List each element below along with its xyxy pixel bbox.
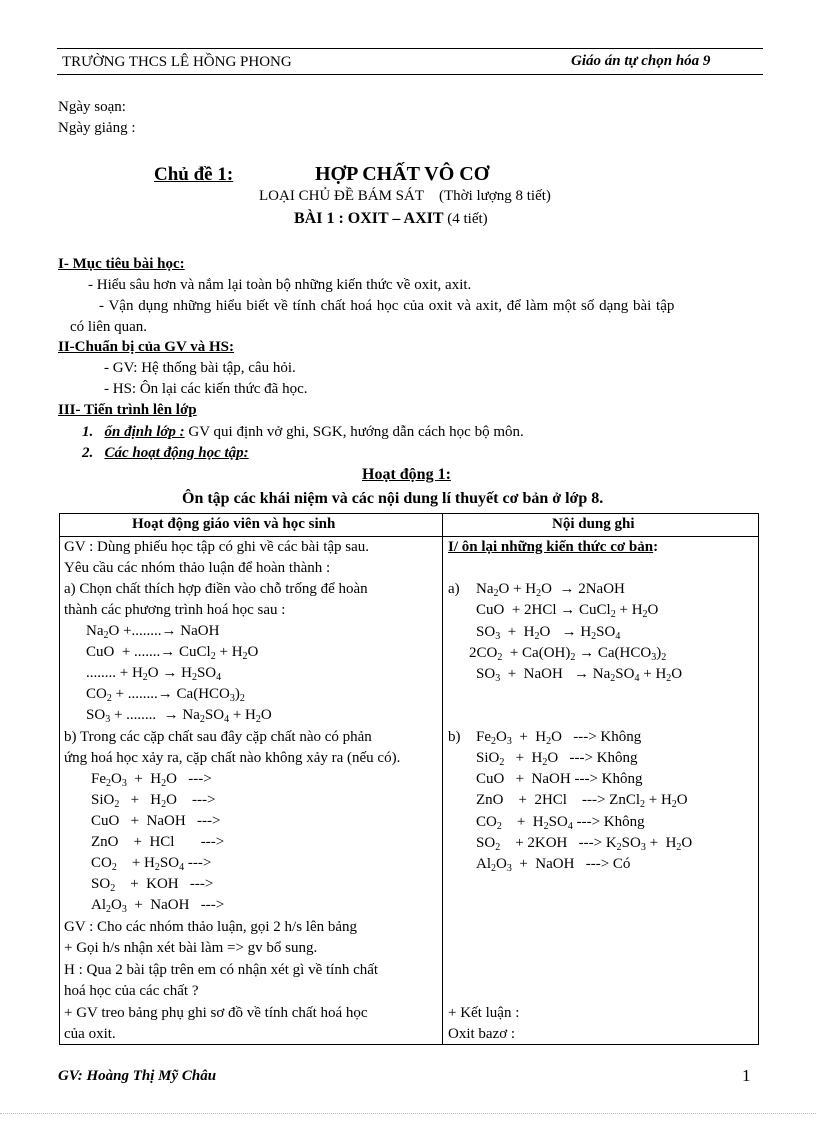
answer-b1: $Fe_2O_3 + H_2O$ ---> Không [476,729,642,747]
item2-number: 2. [82,445,94,461]
lesson-title-line [294,210,488,228]
document-title: Giáo án tự chọn hóa 9 [571,53,711,69]
answer-a1: $Na_2O + H_2O$ → 2NaOH [476,581,625,599]
page-number: 1 [742,1066,751,1085]
answer-b4: ZnO + 2HCl ---> ZnCl$_2$ + $H_2O$ [476,792,688,810]
pair-b1: $Fe_2O_3 + H_2O$ ---> [91,771,212,789]
header-bottom-rule [57,74,763,75]
pair-b2: $SiO_2 + H_2O$ ---> [91,792,216,810]
left-line-2: Yêu cầu các nhóm thảo luận để hoàn thành : [64,560,331,576]
left-line-11: + GV treo bảng phụ ghi sơ đồ về tính chất hoá học [64,1005,368,1021]
answer-a3: $SO_3 + H_2O \to H_2SO_4$ [476,624,621,642]
section2-title: II-Chuẩn bị của GV và HS: [58,339,235,355]
section1-line2: - Vận dụng những hiểu biết về tính chất hoá học của oxit và axit, để làm một số dạng bài tập [99,298,675,314]
section3-item1 [82,424,524,441]
col2-header: Nội dung ghi [552,516,635,532]
left-line-10: hoá học của các chất ? [64,983,199,999]
answer-b-label: b) [448,729,461,745]
answer-b3: CuO + NaOH ---> Không [476,771,643,787]
left-line-5: b) Trong các cặp chất sau đây cặp chất nào có phản [64,729,372,745]
table-header-divider [59,536,759,537]
section2-line1: - GV: Hệ thống bài tập, câu hỏi. [104,360,296,376]
answer-a5: $SO_3$ + NaOH → $Na_2SO_4 + H_2O$ [476,666,683,684]
answer-a4: $2CO_2 + Ca(OH)_2 \to Ca(HCO_3)_2$ [469,645,667,663]
left-line-3: a) Chọn chất thích hợp điền vào chỗ trống để hoàn [64,581,368,597]
basic-oxide: Oxit bazơ : [448,1026,516,1042]
item1-number: 1. [82,424,94,440]
table-column-divider [442,513,443,1045]
topic-name: HỢP CHẤT VÔ CƠ [315,163,490,185]
lesson-duration: (4 tiết) [447,211,488,227]
equation-a4: $CO_2$ + ........→ $Ca(HCO_3)_2$ [86,686,245,704]
lesson-title: BÀI 1 : OXIT – AXIT [294,210,444,227]
answer-a-label: a) [448,581,460,597]
section3-title: III- Tiến trình lên lớp [58,402,197,418]
left-line-6: ứng hoá học xảy ra, cặp chất nào không xảy ra (nếu có). [64,750,401,766]
equation-a2: CuO + .......→ CuCl$_2$ + $H_2O$ [86,644,259,662]
topic-label: Chủ đề 1: [154,164,234,185]
pair-b4: ZnO + HCl ---> [91,834,225,850]
header-top-rule [57,48,763,49]
answer-b6: $SO_2$ + 2KOH ---> $K_2SO_3 + H_2O$ [476,835,693,853]
answer-b2: $SiO_2 + H_2O$ ---> Không [476,750,638,768]
answer-b5: $CO_2$ + $H_2SO_4$ ---> Không [476,814,645,832]
section1-title: I- Mục tiêu bài học: [58,256,185,272]
activity-title: Hoạt động 1: [362,466,451,483]
item1-label: ổn định lớp : [104,424,185,440]
pair-b5: $CO_2$ + $H_2SO_4$ ---> [91,855,212,873]
left-line-8: + Gọi h/s nhận xét bài làm => gv bổ sung. [64,940,318,956]
left-line-7: GV : Cho các nhóm thảo luận, gọi 2 h/s lên bảng [64,919,358,935]
answer-b7: $Al_2O_3$ + NaOH ---> Có [476,856,631,874]
prepared-date: Ngày soạn: [58,99,126,115]
pair-b3: CuO + NaOH ---> [91,813,221,829]
right-section-title: I/ ôn lại những kiến thức cơ bản: [448,539,659,555]
left-line-1: GV : Dùng phiếu học tập có ghi về các bài tập sau. [64,539,370,555]
equation-a5: $SO_3$ + ........ → $Na_2SO_4 + H_2O$ [86,707,272,725]
school-name: TRƯỜNG THCS LÊ HỒNG PHONG [62,54,292,70]
section3-item2 [82,445,249,462]
topic-type [259,188,551,205]
conclusion: + Kết luận : [448,1005,520,1021]
teacher-name: GV: Hoàng Thị Mỹ Châu [58,1068,217,1084]
activity-subtitle: Ôn tập các khái niệm và các nội dung lí thuyết cơ bản ở lớp 8. [182,490,604,507]
section1-line1: - Hiểu sâu hơn và nắm lại toàn bộ những kiến thức về oxit, axit. [88,277,472,293]
item2-label: Các hoạt động học tập: [104,445,249,461]
page-bottom-border [0,1113,816,1114]
right-title-text: I/ ôn lại những kiến thức cơ bản [448,539,654,555]
answer-a2: CuO + 2HCl → CuCl$_2$ + $H_2O$ [476,602,659,620]
col1-header: Hoạt động giáo viên và học sinh [132,516,336,532]
topic-type-text: LOẠI CHỦ ĐỀ BÁM SÁT [259,188,424,204]
taught-date: Ngày giảng : [58,120,136,136]
section2-line2: - HS: Ôn lại các kiến thức đã học. [104,381,308,397]
equation-a3: ........ + $H_2O \to H_2SO_4$ [86,665,222,683]
pair-b6: $SO_2$ + KOH ---> [91,876,214,894]
equation-a1: $Na_2O$ +........→ NaOH [86,623,220,641]
left-line-9: H : Qua 2 bài tập trên em có nhận xét gì về tính chất [64,962,379,978]
topic-duration: (Thời lượng 8 tiết) [439,188,551,204]
left-line-4: thành các phương trình hoá học sau : [64,602,286,618]
left-line-12: của oxit. [64,1026,116,1042]
section1-line3: có liên quan. [70,319,148,335]
pair-b7: $Al_2O_3$ + NaOH ---> [91,897,225,915]
item1-text: GV qui định vở ghi, SGK, hướng dẫn cách học bộ môn. [188,424,524,440]
